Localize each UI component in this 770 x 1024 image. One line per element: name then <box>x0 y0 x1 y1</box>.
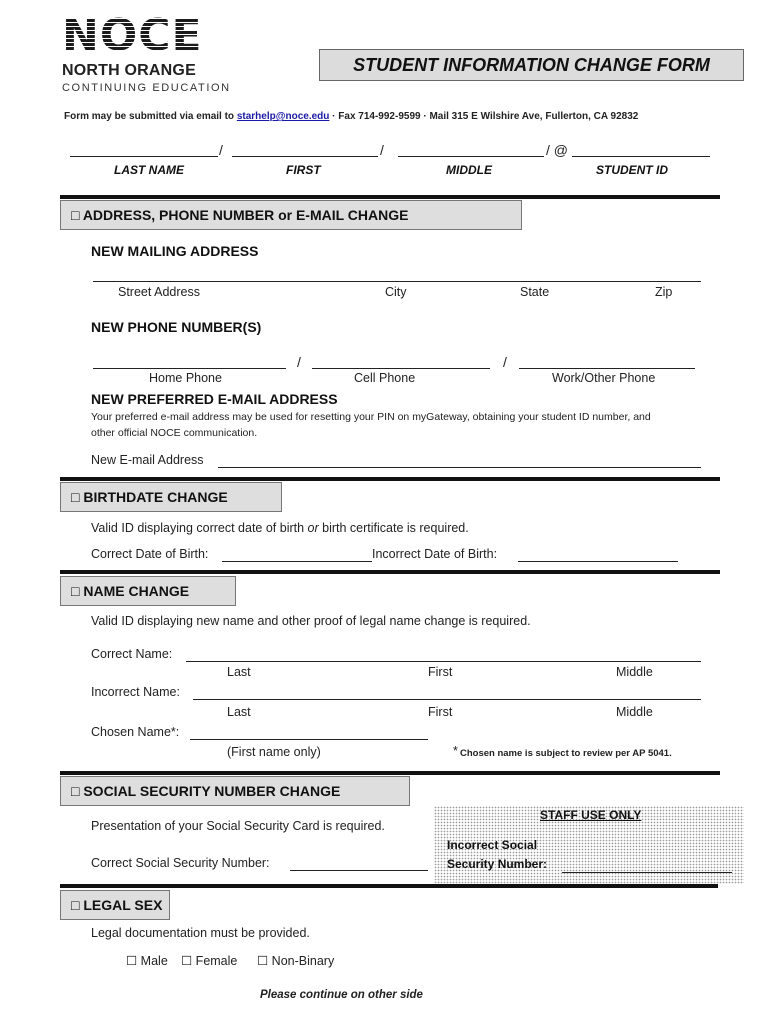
state-label: State <box>520 285 550 299</box>
incorrect-first-label: First <box>428 705 453 719</box>
street-label: Street Address <box>118 285 200 299</box>
legal-sex-section-header[interactable] <box>60 890 170 920</box>
last-name-field[interactable] <box>70 156 218 157</box>
submission-prefix: Form may be submitted via email to <box>64 111 237 122</box>
address-section-header[interactable] <box>60 200 522 230</box>
ssn-section-header[interactable] <box>60 776 410 806</box>
zip-label: Zip <box>655 285 673 299</box>
incorrect-dob-field[interactable] <box>518 561 678 562</box>
noce-logo: NOCE <box>62 10 203 61</box>
chosen-name-field[interactable] <box>190 739 428 740</box>
correct-middle-label: Middle <box>616 665 653 679</box>
slash-at: / @ <box>546 142 568 158</box>
correct-dob-label: Correct Date of Birth: <box>91 547 209 561</box>
incorrect-dob-label: Incorrect Date of Birth: <box>372 547 498 561</box>
email-link[interactable]: starhelp@noce.edu <box>236 111 330 122</box>
address-section-title: □ ADDRESS, PHONE NUMBER or E-MAIL CHANGE <box>71 207 409 223</box>
incorrect-middle-label: Middle <box>616 705 653 719</box>
staff-incorrect-ssn-line1: Incorrect Social <box>447 838 538 852</box>
staff-incorrect-ssn-field[interactable] <box>562 872 732 873</box>
middle-name-label: MIDDLE <box>446 163 492 177</box>
correct-last-label: Last <box>227 665 251 679</box>
legal-sex-requirement: Legal documentation must be provided. <box>91 926 310 940</box>
incorrect-name-label: Incorrect Name: <box>91 685 180 699</box>
birthdate-section-title: □ BIRTHDATE CHANGE <box>71 489 228 505</box>
logo-north-orange: NORTH ORANGE <box>62 62 196 79</box>
correct-first-label: First <box>428 665 453 679</box>
section-divider <box>60 884 718 888</box>
first-name-label: FIRST <box>286 163 321 177</box>
home-phone-field[interactable] <box>93 368 286 369</box>
correct-name-label: Correct Name: <box>91 647 173 661</box>
chosen-name-label: Chosen Name*: <box>91 725 180 739</box>
home-phone-label: Home Phone <box>149 371 222 385</box>
name-change-requirement: Valid ID displaying new name and other proof of legal name change is required. <box>91 614 531 628</box>
section-divider <box>60 570 720 574</box>
slash-1: / <box>219 142 223 158</box>
submission-info <box>64 111 638 122</box>
slash-2: / <box>380 142 384 158</box>
chosen-note-star: * <box>453 744 458 758</box>
option-female[interactable]: ☐ Female <box>181 954 238 968</box>
email-label: New E-mail Address <box>91 453 204 467</box>
student-id-label: STUDENT ID <box>596 163 668 177</box>
logo-continuing-education: CONTINUING EDUCATION <box>62 82 231 94</box>
middle-name-field[interactable] <box>398 156 544 157</box>
submission-suffix: · Fax 714-992-9599 · Mail 315 E Wilshire Ave, Fullerton, CA 92832 <box>329 111 639 122</box>
work-phone-field[interactable] <box>519 368 695 369</box>
mailing-address-title: NEW MAILING ADDRESS <box>91 243 259 259</box>
birthdate-section-header[interactable] <box>60 482 282 512</box>
first-name-field[interactable] <box>232 156 378 157</box>
birthdate-req-pre: Valid ID displaying correct date of birth <box>91 521 308 535</box>
name-change-section-title: □ NAME CHANGE <box>71 583 190 599</box>
cell-phone-label: Cell Phone <box>354 371 416 385</box>
cell-phone-field[interactable] <box>312 368 490 369</box>
email-field[interactable] <box>218 467 701 468</box>
ssn-section-title: □ SOCIAL SECURITY NUMBER CHANGE <box>71 783 341 799</box>
correct-dob-field[interactable] <box>222 561 372 562</box>
name-change-section-header[interactable] <box>60 576 236 606</box>
phone-slash-1: / <box>297 354 301 370</box>
phone-title: NEW PHONE NUMBER(S) <box>91 319 262 335</box>
section-divider <box>60 771 720 775</box>
correct-ssn-label: Correct Social Security Number: <box>91 856 270 870</box>
phone-slash-2: / <box>503 354 507 370</box>
continue-note: Please continue on other side <box>260 989 423 1001</box>
birthdate-req-or: or <box>307 521 319 535</box>
chosen-name-note: Chosen name is subject to review per AP 5041. <box>460 748 672 759</box>
first-only-label: (First name only) <box>227 745 321 759</box>
form-title: STUDENT INFORMATION CHANGE FORM <box>353 54 710 75</box>
mailing-address-field[interactable] <box>93 281 701 282</box>
section-divider <box>60 477 720 481</box>
city-label: City <box>385 285 407 299</box>
correct-ssn-field[interactable] <box>290 870 428 871</box>
form-title-box <box>319 49 744 81</box>
last-name-label: LAST NAME <box>114 163 184 177</box>
birthdate-requirement <box>91 521 469 535</box>
email-title: NEW PREFERRED E-MAIL ADDRESS <box>91 391 338 407</box>
ssn-requirement: Presentation of your Social Security Card is required. <box>91 819 385 833</box>
birthdate-req-post: birth certificate is required. <box>318 521 469 535</box>
option-non-binary[interactable]: ☐ Non-Binary <box>257 954 335 968</box>
legal-sex-section-title: □ LEGAL SEX <box>71 897 163 913</box>
option-male[interactable]: ☐ Male <box>126 954 168 968</box>
section-divider <box>60 195 720 199</box>
staff-incorrect-ssn-line2: Security Number: <box>447 857 548 871</box>
email-note: Your preferred e-mail address may be used for resetting your PIN on myGateway, obtaining your student ID number, and other official NOCE communication. <box>91 411 651 439</box>
incorrect-name-field[interactable] <box>193 699 701 700</box>
incorrect-last-label: Last <box>227 705 251 719</box>
work-phone-label: Work/Other Phone <box>552 371 656 385</box>
correct-name-field[interactable] <box>186 661 701 662</box>
student-id-field[interactable] <box>572 156 710 157</box>
staff-use-title: STAFF USE ONLY <box>540 808 642 822</box>
